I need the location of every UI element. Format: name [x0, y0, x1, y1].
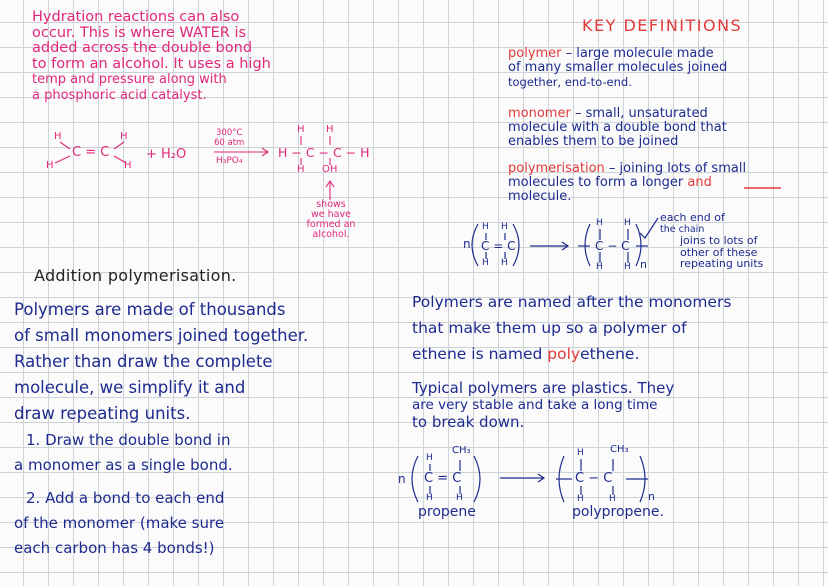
- ethene-structure: C = C: [72, 145, 110, 160]
- tick-mark: [640, 218, 658, 238]
- addition-line: Polymers are made of thousands: [14, 300, 286, 319]
- bracket-right: [640, 456, 645, 502]
- addition-line: Rather than draw the complete: [14, 352, 273, 371]
- addition-paragraph: [14, 297, 308, 427]
- arrow-head: [538, 474, 544, 482]
- condition-temp: 300°C: [216, 128, 243, 138]
- hydrogen-atom: H: [577, 448, 584, 458]
- bracket-left: [559, 456, 564, 502]
- hydrogen-atom: H: [426, 493, 433, 503]
- naming-line: that make them up so a polymer of: [412, 319, 687, 337]
- methyl-group: CH₃: [610, 444, 629, 455]
- hydration-paragraph: [32, 10, 271, 103]
- propene-monomer: C = C: [424, 471, 462, 486]
- hydrogen-atom: H: [46, 160, 54, 171]
- hydrogen-atom: H: [426, 453, 433, 463]
- definitions-title: KEY DEFINITIONS: [582, 16, 743, 35]
- bracket-left: [472, 224, 478, 266]
- naming-line: Polymers are named after the monomers: [412, 293, 732, 311]
- note-line: joins to lots of: [680, 234, 758, 247]
- note-line: other of these: [680, 245, 758, 259]
- addition-title: Addition polymerisation.: [34, 266, 237, 285]
- step-line: a monomer as a single bond.: [14, 456, 233, 474]
- step-line: each carbon has 4 bonds!): [14, 539, 215, 557]
- hydration-line: occur. This is where WATER is: [32, 24, 247, 41]
- naming-paragraph: [412, 289, 731, 367]
- highlight-poly: poly: [547, 345, 581, 363]
- hydrogen-atom: H: [297, 124, 305, 135]
- struck-word: and: [687, 175, 712, 190]
- hydration-line: temp and pressure along with: [32, 72, 227, 87]
- condition-pressure: 60 atm: [214, 138, 245, 148]
- coefficient-n: n: [398, 472, 406, 486]
- definition-text: molecule with a double bond that: [508, 120, 727, 135]
- bond-line: [55, 156, 70, 163]
- hydration-line: added across the double bond: [32, 40, 253, 56]
- coefficient-n: n: [463, 237, 471, 251]
- definition-text: – large molecule made: [561, 46, 714, 61]
- hydroxyl-group: OH: [322, 164, 338, 175]
- polyethene-unit: C − C: [595, 239, 630, 253]
- note-line: formed an: [306, 219, 356, 230]
- note-line: we have: [311, 209, 351, 220]
- addition-line: molecule, we simplify it and: [14, 378, 246, 397]
- definition-text: molecules to form a longer: [508, 175, 684, 190]
- step-line: of the monomer (make sure: [14, 514, 225, 532]
- bracket-left: [585, 224, 590, 266]
- arrow-head: [326, 181, 334, 187]
- step-line: 2. Add a bond to each end: [26, 489, 225, 507]
- hydrogen-atom: H: [297, 164, 305, 175]
- hydrogen-atom: H: [326, 124, 334, 135]
- polypropene-label: polypropene.: [572, 504, 664, 520]
- water-reactant: + H₂O: [146, 147, 187, 162]
- hydrogen-atom: H: [120, 131, 128, 142]
- hydrogen-atom: H: [54, 131, 62, 142]
- definition-text: – joining lots of small: [604, 161, 747, 176]
- definition-text: of many smaller molecules joined: [508, 60, 728, 75]
- repeating-unit-note: [660, 212, 763, 270]
- definition-polymerisation: [508, 162, 746, 204]
- step-one: [14, 428, 233, 478]
- definition-text: together, end-to-end.: [508, 75, 632, 89]
- bond-line: [114, 142, 124, 149]
- definition-polymer: [508, 47, 727, 89]
- addition-line: draw repeating units.: [14, 404, 191, 423]
- typical-polymers-paragraph: [412, 380, 674, 431]
- note-line: shows: [316, 199, 346, 210]
- note-line: the chain: [660, 223, 705, 235]
- note-line: each end of: [660, 211, 725, 224]
- condition-catalyst: H₃PO₄: [216, 156, 243, 166]
- step-two: [14, 486, 224, 561]
- arrow-head: [262, 148, 268, 156]
- bracket-right: [474, 456, 480, 502]
- definition-text: – small, unsaturated: [570, 106, 708, 121]
- hydration-line: Hydration reactions can also: [32, 9, 240, 25]
- definition-term: polymerisation: [508, 161, 605, 176]
- naming-line: ethene is named: [412, 345, 548, 363]
- hydrogen-atom: H: [456, 493, 463, 503]
- subscript-n: n: [640, 258, 647, 271]
- hydration-line: to form an alcohol. It uses a high: [32, 55, 271, 72]
- polypropene-unit: C − C: [575, 471, 613, 486]
- ethene-monomer: C = C: [481, 239, 516, 253]
- definition-text: molecule.: [508, 189, 572, 204]
- alcohol-note: [296, 200, 366, 240]
- hydrogen-atom: H: [596, 262, 603, 272]
- addition-line: of small monomers joined together.: [14, 326, 309, 345]
- arrow-head: [562, 242, 568, 250]
- hydrogen-atom: H: [482, 222, 489, 232]
- definition-term: monomer: [508, 106, 571, 121]
- bond-line: [60, 142, 70, 149]
- definition-monomer: [508, 107, 727, 149]
- note-line: repeating units: [680, 257, 764, 270]
- definition-term: polymer: [508, 46, 562, 61]
- hydrogen-atom: H: [596, 218, 603, 228]
- hydrogen-atom: H: [124, 160, 132, 171]
- definition-text: enables them to be joined: [508, 134, 679, 149]
- step-line: 1. Draw the double bond in: [26, 431, 231, 449]
- subscript-n: n: [648, 490, 655, 503]
- hydrogen-atom: H: [577, 494, 584, 504]
- naming-line: ethene.: [580, 345, 640, 363]
- typical-line: are very stable and take a long time: [412, 397, 658, 413]
- typical-line: to break down.: [412, 413, 525, 431]
- hydrogen-atom: H: [501, 258, 508, 268]
- hydrogen-atom: H: [609, 494, 616, 504]
- hydrogen-atom: H: [624, 218, 631, 228]
- methyl-group: CH₃: [452, 445, 471, 456]
- hydrogen-atom: H: [482, 258, 489, 268]
- note-line: alcohol.: [312, 229, 350, 240]
- propene-label: propene: [418, 504, 476, 520]
- hydration-line: a phosphoric acid catalyst.: [32, 87, 207, 103]
- hydrogen-atom: H: [501, 222, 508, 232]
- bracket-left: [412, 456, 418, 502]
- typical-line: Typical polymers are plastics. They: [412, 379, 675, 397]
- hydrogen-atom: H: [624, 262, 631, 272]
- ethanol-structure: H − C − C − H: [278, 145, 370, 160]
